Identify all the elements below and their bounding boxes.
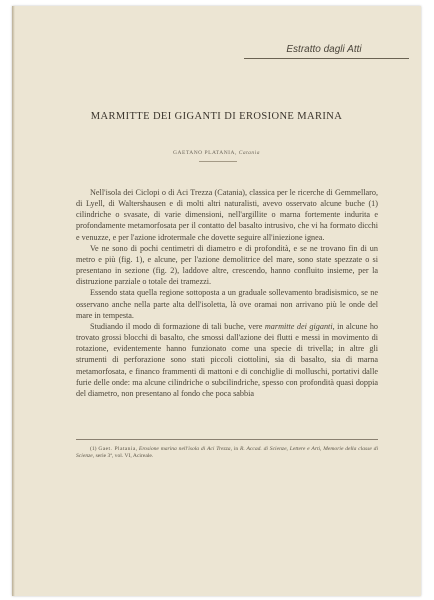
stamp-underline: [244, 58, 409, 59]
offprint-stamp: Estratto dagli Atti: [286, 44, 362, 55]
title-rule: [199, 161, 237, 162]
footnote-author: Gaet. Platania: [98, 446, 136, 452]
article-title: MARMITTE DEI GIGANTI DI EROSIONE MARINA: [90, 111, 343, 122]
footnote-mid: , in: [230, 446, 240, 452]
paragraph-3: Essendo stata quella regione sottoposta a un graduale sollevamento bradisismico, se ne osservano anche nella parte alta dell'isoletta, là ove oramai non arrivano più le onde del mare in tempesta.: [76, 288, 378, 320]
footnote-tail: , serie 3ª, vol. VI, Acireale.: [92, 453, 154, 460]
footnote-sep: ,: [135, 446, 139, 452]
paragraph-1: Nell'isola dei Ciclopi o di Aci Trezza (Catania), classica per le ricerche di Gemmellaro, di Lyell, di Waltershausen e di molti altri naturalisti, avevo osservato alcune buche (1) cilindriche o svasate, di varie dimensioni, nell'argillite o marna fortemente indurita e profondamente metamorfosata per il contatto del basalto intrusivo, che vi ha formato dicchi e venuzze, e per l'azione idrotermale che dovette seguire all'iniezione ignea.: [76, 188, 378, 242]
paragraph-2: Ve ne sono di pochi centimetri di diametro e di profondità, e se ne trovano fin di un metro e più (fig. 1), e alcune, per l'azione demolitrice del mare, sono state spezzate o si presentano in sezione (fig. 2), laddove altre, crescendo, hanno confluito insieme, per la distruzione parziale o totale dei tramezzi.: [76, 243, 378, 287]
paragraph-4-emphasis: marmitte dei giganti: [264, 321, 333, 331]
author-line: [12, 150, 421, 156]
footnote-rule: [76, 439, 378, 440]
footnote-title: Erosione marina nell'isola di Aci Trezza: [138, 446, 231, 452]
paragraph-4-rest: , in alcune ho trovato grossi blocchi di basalto, che smossi dall'azione dei flutti e messi in movimento di rotazione, evidentemente hanno funzionato come una specie di trivella; in altre gli strumenti di perforazione sono stati piccoli ciottolini, sia di basalto, sia di marna metamorfosata, e financo frammenti di mattoni e di conchiglie di molluschi, portativi dalle furie delle onde: ma alcune cilindriche o subcilindriche, spesso con profondità quasi doppia del diametro, non presentano al fondo che poca sabbia: [76, 321, 379, 398]
author-separator: ,: [234, 150, 239, 156]
paragraph-4: [76, 321, 378, 399]
footnote-journal: R. Accad. di Scienze, Lettere e Arti, Memorie della classe di Scienze: [76, 446, 379, 460]
footnote-marker: (1): [90, 446, 99, 452]
author-city: Catania: [238, 150, 260, 156]
article-body: [76, 187, 378, 399]
paragraph-4-start: Studiando il modo di formazione di tali buche, vere: [90, 321, 265, 331]
page-edge: [12, 6, 15, 596]
author-name: GAETANO PLATANIA: [173, 150, 235, 156]
document-page: [12, 6, 421, 596]
footnote: [76, 446, 378, 461]
footnote-text: [76, 446, 378, 461]
